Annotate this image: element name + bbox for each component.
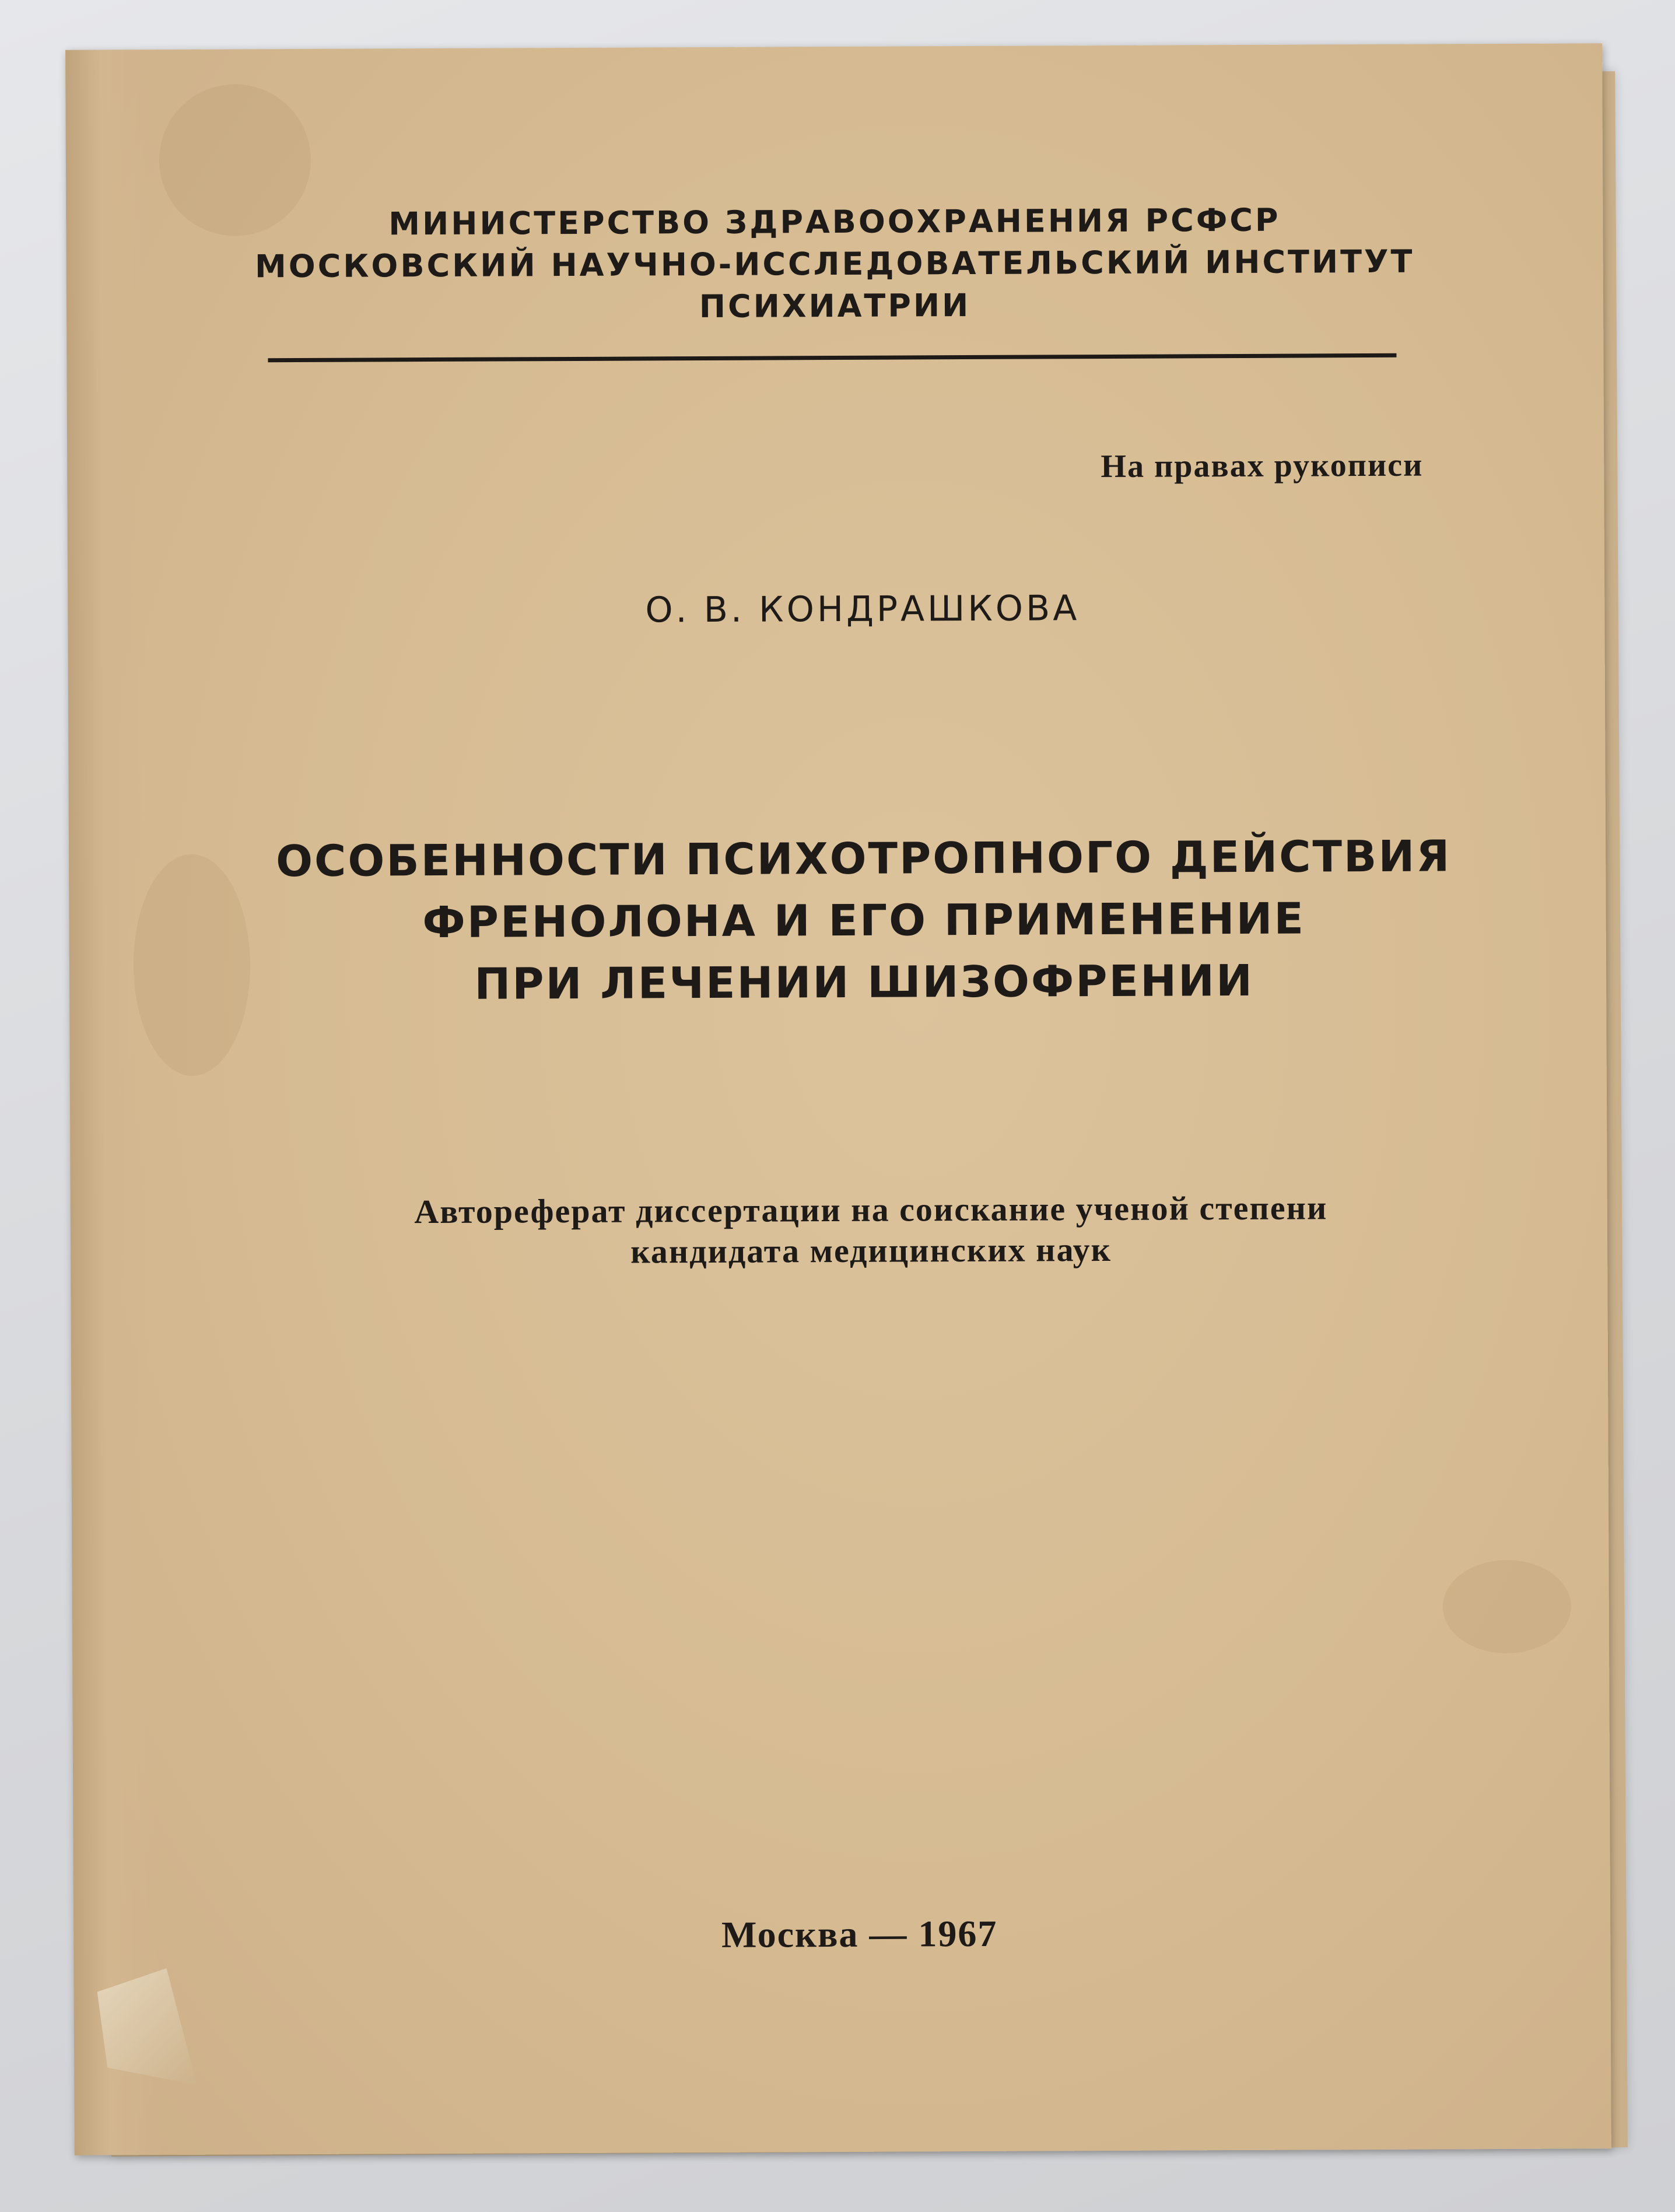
- worn-spine: [65, 50, 162, 2155]
- subtitle-line-1: Автореферат диссертации на соискание ученой степени: [414, 1189, 1328, 1231]
- institute-line-2: ПСИХИАТРИИ: [699, 286, 971, 325]
- institution-header: [66, 198, 1603, 330]
- title-line-3: ПРИ ЛЕЧЕНИИ ШИЗОФРЕНИИ: [474, 955, 1255, 1009]
- ministry-line: МИНИСТЕРСТВО ЗДРАВООХРАНЕНИЯ РСФСР: [388, 201, 1281, 243]
- institute-line-1: МОСКОВСКИЙ НАУЧНО-ИССЛЕДОВАТЕЛЬСКИЙ ИНСТИТУТ: [254, 243, 1415, 285]
- booklet-cover: [65, 43, 1611, 2155]
- title-line-2: ФРЕНОЛОНА И ЕГО ПРИМЕНЕНИЕ: [422, 893, 1306, 948]
- document-subtitle: [71, 1186, 1608, 1274]
- subtitle-line-2: кандидата медицинских наук: [630, 1230, 1112, 1271]
- document-title: [69, 825, 1606, 1016]
- title-line-1: ОСОБЕННОСТИ ПСИХОТРОПНОГО ДЕЙСТВИЯ: [275, 831, 1452, 887]
- paper-stain: [1442, 1560, 1571, 1654]
- imprint: Москва — 1967: [721, 1912, 998, 1955]
- header-rule: [268, 353, 1396, 362]
- author-name: О. В. КОНДРАШКОВА: [645, 588, 1080, 631]
- rights-note: На правах рукописи: [1101, 447, 1424, 485]
